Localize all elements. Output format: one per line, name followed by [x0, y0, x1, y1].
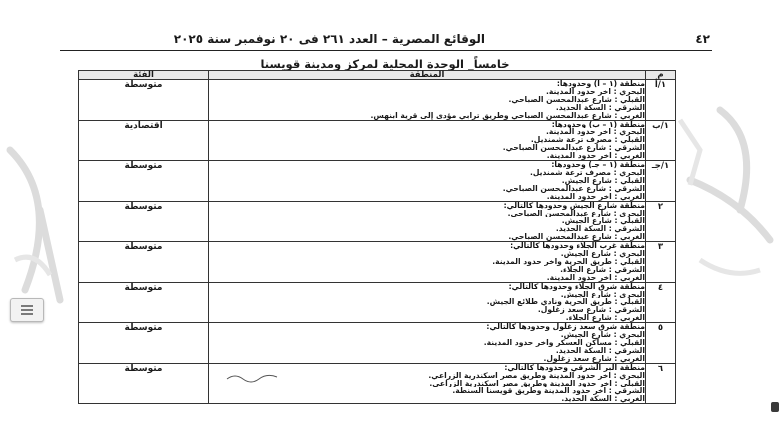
zone-boundaries — [209, 80, 646, 121]
table-row — [79, 161, 676, 202]
row-number: ٣ — [646, 242, 676, 283]
sidebar-toggle-button[interactable] — [10, 298, 44, 322]
boundary-line: الشرقي : آخر حدود المدينة وطريق قويسنا السنطة. — [452, 387, 645, 396]
boundary-line: البحري : آخر حدود المدينة وطريق مصر اسكندرية الزراعي. — [428, 371, 645, 380]
boundary-line: البحري : شارع الجيش. — [560, 331, 645, 339]
zone-category: متوسطة — [79, 80, 209, 121]
boundary-line: القبلي : شارع الجيش. — [561, 217, 645, 226]
zone-boundaries — [209, 242, 646, 283]
section-title: خامساً_ الوحدة المحلية لمركز ومدينة قويسنا — [260, 57, 510, 71]
row-number: ٦ — [646, 363, 676, 404]
boundary-line: القبلي : مصرف ترعة شمنديل. — [530, 136, 645, 145]
zone-boundaries — [209, 161, 646, 202]
zone-boundaries — [209, 282, 646, 323]
zone-boundaries — [209, 363, 646, 404]
boundary-line: الغربي : شارع عبدالمحسن الصباحي. — [508, 233, 645, 242]
boundary-line: الشرقي : شارع عبدالمحسن الصباحي. — [502, 184, 645, 193]
table-row — [79, 282, 676, 323]
zone-boundaries — [209, 120, 646, 161]
zone-category: متوسطة — [79, 282, 209, 323]
table-row — [79, 80, 676, 121]
zone-category: متوسطة — [79, 323, 209, 364]
zones-table — [78, 70, 676, 404]
boundary-line: القبلي : آخر حدود المدينة وطريق مصر اسكندرية الزراعي. — [429, 379, 645, 388]
boundary-line: الغربي : آخر حدود المدينة. — [546, 273, 645, 282]
boundary-line: القبلي : طريق الحرية وآخر حدود المدينة. — [492, 257, 645, 266]
boundary-line: الشرقي : السكة الحديد. — [555, 103, 645, 112]
page-number: ٤٢ — [695, 32, 710, 46]
boundary-line: الغربي : السكة الحديد. — [561, 395, 645, 404]
boundary-line: البحري : مصرف ترعة شمنديل. — [530, 168, 645, 177]
boundary-line: الغربي : شارع سعد زغلول. — [543, 354, 645, 363]
boundary-line: الغربي : آخر حدود المدينة. — [546, 192, 645, 201]
scrollbar-thumb[interactable] — [771, 402, 779, 412]
zone-category: متوسطة — [79, 201, 209, 242]
table-header-row — [79, 71, 676, 80]
boundary-line: الغربي : آخر حدود المدينة. — [546, 152, 645, 161]
boundary-line: القبلي : طريق الحرية ونادي طلائع الجيش. — [486, 298, 645, 307]
table-row — [79, 201, 676, 242]
table-row — [79, 242, 676, 283]
zone-heading: منطقة شارع الجيش وحدودها كالتالي: — [503, 201, 645, 210]
zone-category: اقتصادية — [79, 120, 209, 161]
zone-category: متوسطة — [79, 242, 209, 283]
zone-category: متوسطة — [79, 161, 209, 202]
header-divider — [60, 50, 712, 51]
zone-heading: منطقة البر الشرقي وحدودها كالتالي: — [504, 363, 645, 372]
boundary-line: القبلي : شارع الجيش. — [561, 176, 645, 185]
row-number: ٢ — [646, 201, 676, 242]
boundary-line: البحري : شارع الجيش. — [560, 250, 645, 258]
gazette-title: الوقائع المصرية – العدد ٢٦١ فى ٢٠ نوفمبر سنة ٢٠٢٥ — [173, 32, 485, 46]
boundary-line: الشرقي : شارع سعد زغلول. — [537, 306, 645, 315]
zone-heading: منطقة (١ – أ) وحدودها: — [556, 80, 645, 88]
stamp-mark — [225, 371, 280, 383]
zone-category: متوسطة — [79, 363, 209, 404]
page-header — [60, 32, 710, 48]
row-number: ١/أ — [646, 80, 676, 121]
zone-heading: منطقة غرب الجلاء وحدودها كالتالي: — [510, 242, 645, 251]
boundary-line: البحري : آخر حدود المدينة. — [546, 87, 645, 96]
zone-heading: منطقة شرق الجلاء وحدودها كالتالي: — [508, 282, 645, 291]
boundary-line: البحري : آخر حدود المدينة. — [546, 128, 645, 137]
zone-boundaries — [209, 201, 646, 242]
boundary-line: الشرقي : شارع عبدالمحسن الصباحي. — [502, 144, 645, 153]
zone-heading: منطقة (١ – جـ) وحدودها: — [551, 161, 645, 169]
boundary-line: الغربي : شارع عبدالمحسن الصباحي وطريق ترابي مؤدى إلى قرية أبنهس. — [370, 111, 645, 120]
zone-heading: منطقة شرق سعد زغلول وحدودها كالتالي: — [486, 323, 645, 332]
header-num: م — [646, 71, 676, 80]
zone-boundaries — [209, 323, 646, 364]
boundary-line: القبلي : شارع عبدالمحسن الصباحي. — [508, 95, 645, 104]
boundary-line: القبلي : مساكن العسكر وآخر حدود المدينة. — [483, 339, 645, 347]
header-area: المنطقة — [209, 71, 646, 80]
row-number: ١/ب — [646, 120, 676, 161]
boundary-line: الشرقي : شارع الجلاء. — [560, 265, 645, 274]
table-row — [79, 363, 676, 404]
boundary-line: البحري : شارع الجيش. — [560, 290, 645, 299]
row-number: ٤ — [646, 282, 676, 323]
header-category: الفئة — [79, 71, 209, 80]
row-number: ١/جـ — [646, 161, 676, 202]
table-row — [79, 120, 676, 161]
boundary-line: الشرقي : السكة الحديد. — [555, 225, 645, 234]
boundary-line: الغربي : شارع الجلاء. — [565, 314, 645, 323]
table-row — [79, 323, 676, 364]
zone-heading: منطقة (١ – ب) وحدودها: — [551, 120, 645, 129]
boundary-line: البحري : شارع عبدالمحسن الصباحي. — [507, 209, 645, 218]
boundary-line: الشرقي : السكة الحديد. — [555, 346, 645, 355]
row-number: ٥ — [646, 323, 676, 364]
